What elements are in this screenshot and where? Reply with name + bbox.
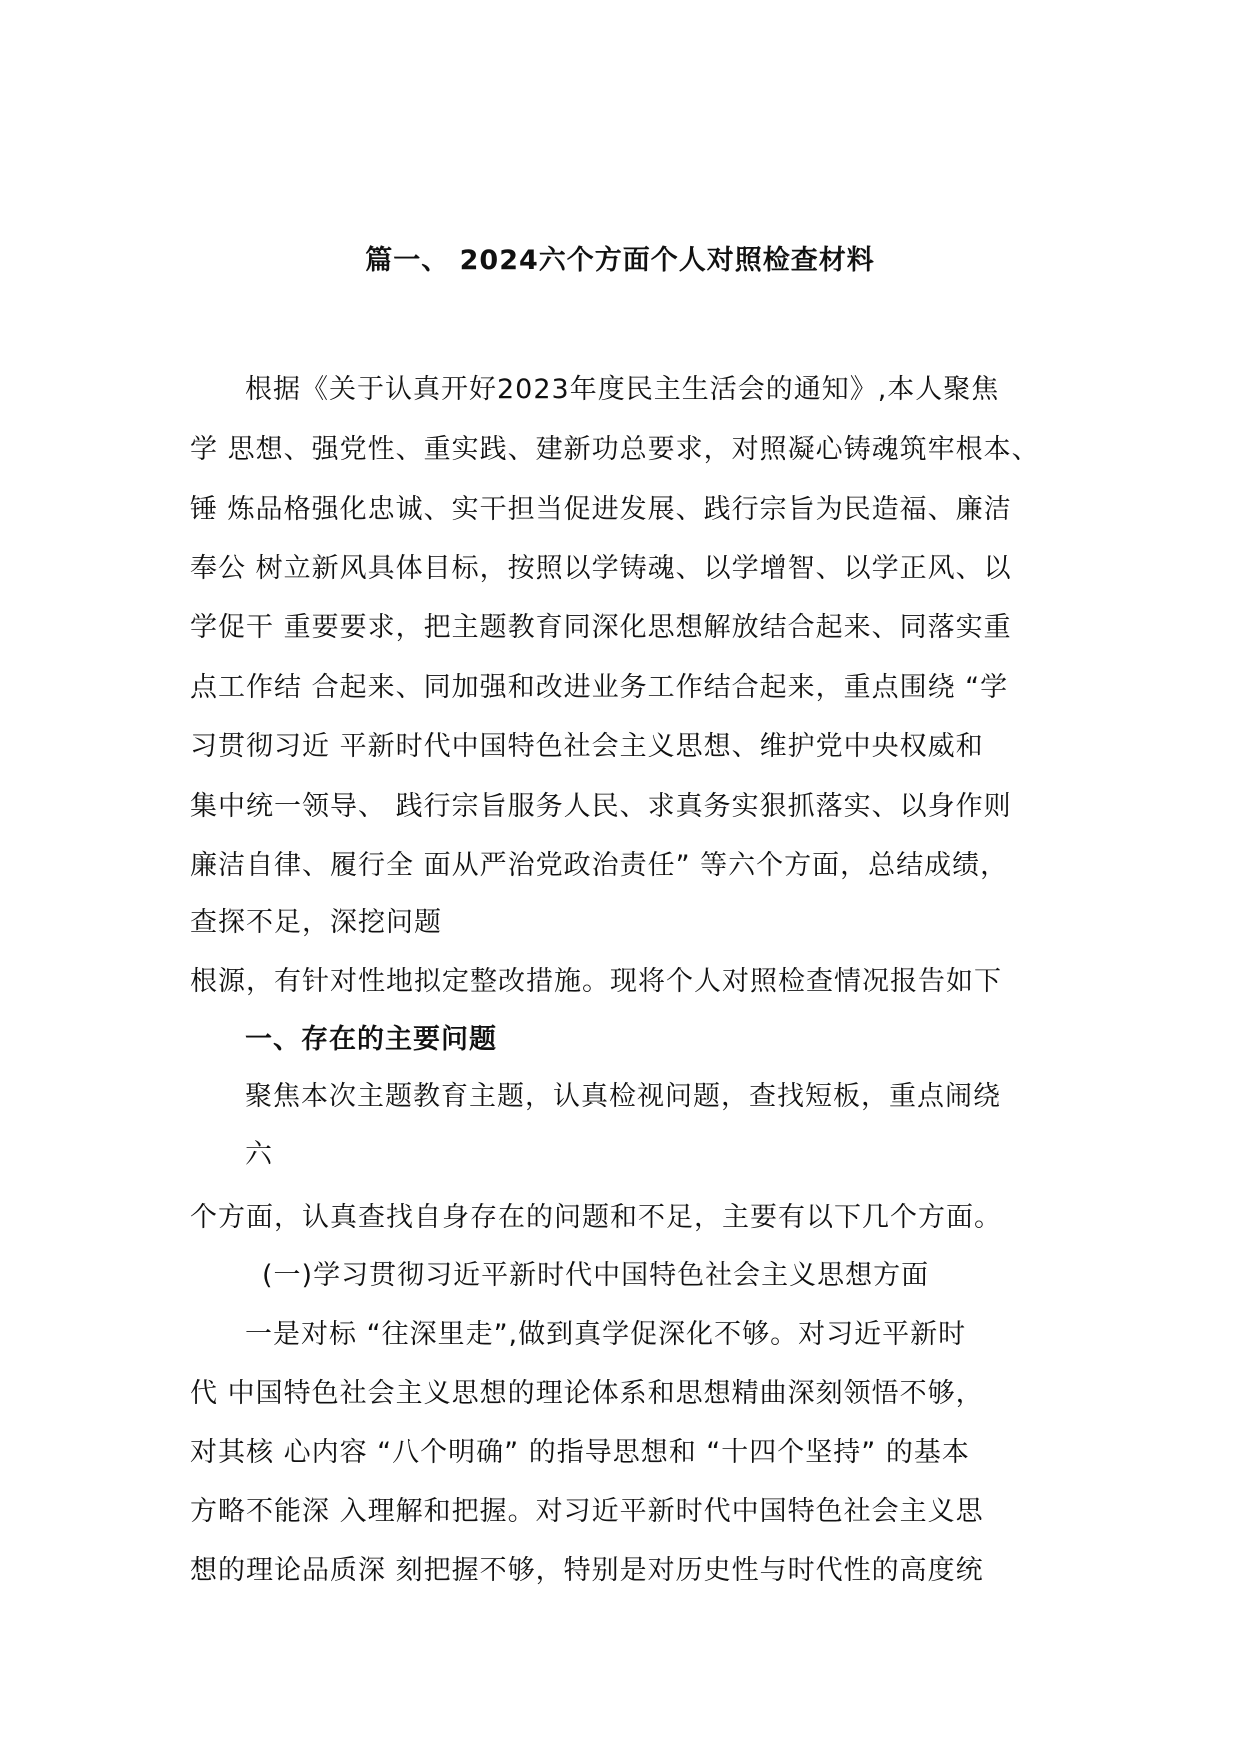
paragraph-line: 集中统一领导、 践行宗旨服务人民、求真务实狠抓落实、以身作则 [190,791,1012,822]
document-title: 篇一、 2024六个方面个人对照检查材料 [365,245,875,276]
paragraph-line: 锤 炼品格强化忠诚、实干担当促进发展、践行宗旨为民造福、廉洁 [190,494,1012,525]
paragraph-line: 廉洁自律、履行全 面从严治党政治责任” 等六个方面，总结成绩， [190,850,1009,881]
paragraph-line: 奉公 树立新风具体目标，按照以学铸魂、以学增智、以学正风、以 [190,553,1012,584]
paragraph-line: 个方面，认真查找自身存在的问题和不足，主要有以下几个方面。 [190,1202,1002,1233]
section-heading: 一、存在的主要问题 [245,1024,497,1055]
paragraph-line: 学 思想、强党性、重实践、建新功总要求，对照凝心铸魂筑牢根本、 [190,434,1040,465]
paragraph-line: 聚焦本次主题教育主题，认真检视问题，查找短板，重点闹绕 [245,1081,1001,1112]
paragraph-line: 根据《关于认真开好2023年度民主生活会的通知》,本人聚焦 [245,374,1000,405]
paragraph-line: 六 [245,1139,273,1170]
paragraph-line: 对其核 心内容 “八个明确” 的指导思想和 “十四个坚持” 的基本 [190,1437,970,1468]
subsection-heading: (一)学习贯彻习近平新时代中国特色社会主义思想方面 [262,1260,930,1291]
paragraph-line: 一是对标 “往深里走”,做到真学促深化不够。对习近平新时 [245,1319,967,1350]
paragraph-line: 学促干 重要要求，把主题教育同深化思想解放结合起来、同落实重 [190,612,1012,643]
paragraph-line: 根源，有针对性地拟定整改措施。现将个人对照检查情况报告如下 [190,966,1002,997]
paragraph-line: 方略不能深 入理解和把握。对习近平新时代中国特色社会主义思 [190,1496,984,1527]
paragraph-line: 查探不足，深挖问题 [190,907,442,938]
paragraph-line: 点工作结 合起来、同加强和改进业务工作结合起来，重点围绕 “学 [190,672,1009,703]
paragraph-line: 习贯彻习近 平新时代中国特色社会主义思想、维护党中央权威和 [190,731,984,762]
paragraph-line: 想的理论品质深 刻把握不够，特别是对历史性与时代性的高度统 [190,1555,984,1586]
paragraph-line: 代 中国特色社会主义思想的理论体系和思想精曲深刻领悟不够， [190,1378,984,1409]
